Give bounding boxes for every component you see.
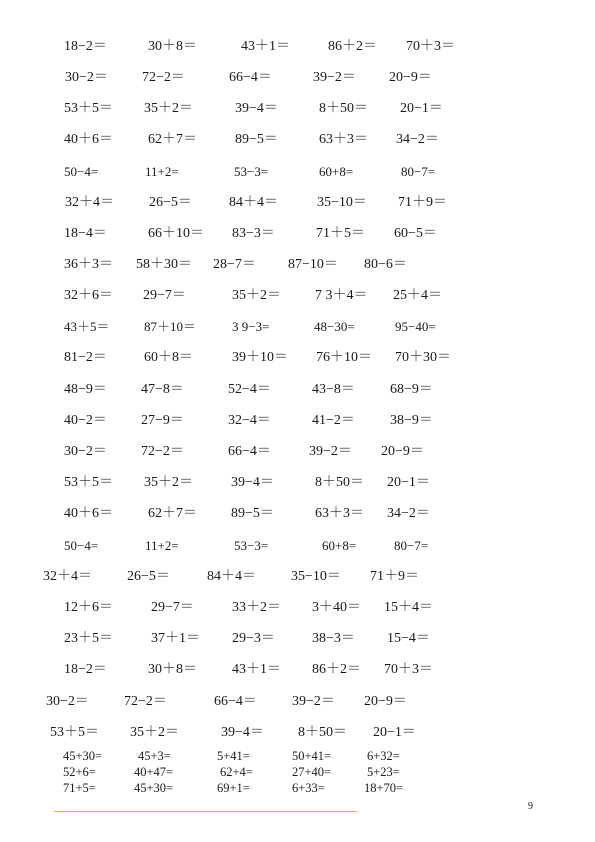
footer-line xyxy=(54,811,357,812)
math-problem: 53−3= xyxy=(234,164,269,179)
math-problem: 30＋8＝ xyxy=(148,662,197,677)
math-problem: 86＋2＝ xyxy=(328,39,377,54)
math-problem: 80−7= xyxy=(394,538,429,553)
problem-row xyxy=(0,130,595,150)
math-problem: 48−30= xyxy=(314,319,355,334)
math-problem: 30−2＝ xyxy=(65,70,108,85)
math-problem: 28−7＝ xyxy=(213,257,256,272)
math-problem: 25＋4＝ xyxy=(393,288,442,303)
math-problem: 71+5= xyxy=(63,781,96,795)
math-problem: 80−7= xyxy=(401,164,436,179)
math-problem: 26−5＝ xyxy=(149,195,192,210)
math-problem: 84＋4＝ xyxy=(229,195,278,210)
math-problem: 35＋2＝ xyxy=(144,475,193,490)
math-problem: 18−4＝ xyxy=(64,226,107,241)
problem-row xyxy=(0,504,595,524)
math-problem: 6+33= xyxy=(292,781,325,795)
problem-row xyxy=(0,348,595,368)
math-problem: 72−2＝ xyxy=(141,444,184,459)
math-problem: 53−3= xyxy=(234,538,269,553)
math-problem: 40＋6＝ xyxy=(64,506,113,521)
math-problem: 15−4＝ xyxy=(387,631,430,646)
math-problem: 8＋50＝ xyxy=(298,725,347,740)
math-problem: 23＋5＝ xyxy=(64,631,113,646)
math-problem: 66−4＝ xyxy=(228,444,271,459)
math-problem: 3 9−3= xyxy=(232,319,270,334)
problem-row xyxy=(0,99,595,119)
math-problem: 87−10＝ xyxy=(288,257,338,272)
math-problem: 47−8＝ xyxy=(141,382,184,397)
math-problem: 53＋5＝ xyxy=(50,725,99,740)
math-problem: 70＋30＝ xyxy=(395,350,451,365)
math-problem: 95−40= xyxy=(395,319,436,334)
math-problem: 18−2＝ xyxy=(64,662,107,677)
problem-row xyxy=(0,380,595,400)
math-problem: 69+1= xyxy=(217,781,250,795)
problem-row xyxy=(0,598,595,618)
math-problem: 7 3＋4＝ xyxy=(315,288,368,303)
math-problem: 66＋10＝ xyxy=(148,226,204,241)
math-problem: 32＋6＝ xyxy=(64,288,113,303)
math-problem: 60−5＝ xyxy=(394,226,437,241)
math-problem: 39−4＝ xyxy=(231,475,274,490)
math-problem: 29−7＝ xyxy=(151,600,194,615)
math-problem: 87＋10＝ xyxy=(144,319,197,334)
math-problem: 76＋10＝ xyxy=(316,350,372,365)
math-problem: 20−1＝ xyxy=(387,475,430,490)
math-problem: 43＋5＝ xyxy=(64,319,110,334)
math-problem: 20−9＝ xyxy=(364,694,407,709)
math-problem: 80−6＝ xyxy=(364,257,407,272)
math-problem: 32＋4＝ xyxy=(65,195,114,210)
math-problem: 60＋8＝ xyxy=(144,350,193,365)
math-problem: 70＋3＝ xyxy=(406,39,455,54)
math-problem: 39−2＝ xyxy=(313,70,356,85)
math-problem: 71＋5＝ xyxy=(316,226,365,241)
problem-row xyxy=(0,536,595,556)
math-problem: 45+30= xyxy=(63,749,103,763)
math-problem: 29−7＝ xyxy=(143,288,186,303)
problem-row xyxy=(0,317,595,337)
math-problem: 20−1＝ xyxy=(400,101,443,116)
math-problem: 34−2＝ xyxy=(387,506,430,521)
math-problem: 63＋3＝ xyxy=(315,506,364,521)
math-problem: 36＋3＝ xyxy=(64,257,113,272)
math-problem: 37＋1＝ xyxy=(151,631,200,646)
math-problem: 35−10＝ xyxy=(317,195,367,210)
math-problem: 86＋2＝ xyxy=(312,662,361,677)
math-problem: 48−9＝ xyxy=(64,382,107,397)
problem-row xyxy=(0,723,595,743)
math-problem: 35＋2＝ xyxy=(232,288,281,303)
math-problem: 89−5＝ xyxy=(231,506,274,521)
math-problem: 40+47= xyxy=(134,765,174,779)
math-problem: 66−4＝ xyxy=(229,70,272,85)
math-problem: 71＋9＝ xyxy=(370,569,419,584)
math-problem: 3＋40＝ xyxy=(312,600,361,615)
math-problem: 35＋2＝ xyxy=(130,725,179,740)
math-problem: 60+8= xyxy=(322,538,357,553)
math-problem: 11+2= xyxy=(145,164,179,179)
math-problem: 30−2＝ xyxy=(46,694,89,709)
math-problem: 52−4＝ xyxy=(228,382,271,397)
math-problem: 15＋4＝ xyxy=(384,600,433,615)
math-problem: 39−4＝ xyxy=(235,101,278,116)
math-problem: 70＋3＝ xyxy=(384,662,433,677)
problem-row xyxy=(0,660,595,680)
math-problem: 50−4= xyxy=(64,538,99,553)
math-problem: 40＋6＝ xyxy=(64,132,113,147)
math-problem: 38−3＝ xyxy=(312,631,355,646)
math-problem: 8＋50＝ xyxy=(319,101,368,116)
math-problem: 35＋2＝ xyxy=(144,101,193,116)
math-problem: 50+41= xyxy=(292,749,332,763)
problem-row xyxy=(0,68,595,88)
math-problem: 26−5＝ xyxy=(127,569,170,584)
problem-row xyxy=(0,442,595,462)
math-problem: 72−2＝ xyxy=(124,694,167,709)
math-problem: 89−5＝ xyxy=(235,132,278,147)
problem-row xyxy=(0,692,595,712)
math-problem: 18+70= xyxy=(364,781,404,795)
problem-row xyxy=(0,224,595,244)
math-problem: 52+6= xyxy=(63,765,96,779)
math-problem: 62＋7＝ xyxy=(148,132,197,147)
problem-row xyxy=(0,778,595,798)
math-problem: 50−4= xyxy=(64,164,99,179)
math-problem: 43＋1＝ xyxy=(232,662,281,677)
math-problem: 53＋5＝ xyxy=(64,475,113,490)
math-problem: 39−2＝ xyxy=(292,694,335,709)
problem-row xyxy=(0,473,595,493)
problem-row xyxy=(0,629,595,649)
math-problem: 27+40= xyxy=(292,765,332,779)
math-problem: 35−10＝ xyxy=(291,569,341,584)
math-problem: 39＋10＝ xyxy=(232,350,288,365)
math-problem: 53＋5＝ xyxy=(64,101,113,116)
math-problem: 71＋9＝ xyxy=(398,195,447,210)
math-problem: 81−2＝ xyxy=(64,350,107,365)
problem-row xyxy=(0,162,595,182)
problem-row xyxy=(0,567,595,587)
math-problem: 83−3＝ xyxy=(232,226,275,241)
problem-row xyxy=(0,37,595,57)
math-problem: 45+3= xyxy=(138,749,171,763)
math-problem: 43＋1＝ xyxy=(241,39,290,54)
math-problem: 32−4＝ xyxy=(228,413,271,428)
math-problem: 60+8= xyxy=(319,164,354,179)
math-problem: 39−2＝ xyxy=(309,444,352,459)
math-problem: 27−9＝ xyxy=(141,413,184,428)
math-problem: 18−2＝ xyxy=(64,39,107,54)
math-problem: 5+41= xyxy=(217,749,250,763)
math-problem: 66−4＝ xyxy=(214,694,257,709)
math-problem: 8＋50＝ xyxy=(315,475,364,490)
math-problem: 6+32= xyxy=(367,749,400,763)
math-problem: 62+4= xyxy=(220,765,253,779)
math-problem: 72−2＝ xyxy=(142,70,185,85)
math-problem: 20−1＝ xyxy=(373,725,416,740)
math-problem: 41−2＝ xyxy=(312,413,355,428)
math-problem: 32＋4＝ xyxy=(43,569,92,584)
math-problem: 20−9＝ xyxy=(389,70,432,85)
math-problem: 12＋6＝ xyxy=(64,600,113,615)
math-problem: 5+23= xyxy=(367,765,400,779)
math-problem: 34−2＝ xyxy=(396,132,439,147)
math-problem: 39−4＝ xyxy=(221,725,264,740)
problem-row xyxy=(0,193,595,213)
page-number: 9 xyxy=(528,801,533,812)
problem-row xyxy=(0,411,595,431)
math-problem: 11+2= xyxy=(145,538,179,553)
problem-row xyxy=(0,255,595,275)
math-problem: 20−9＝ xyxy=(381,444,424,459)
math-problem: 38−9＝ xyxy=(390,413,433,428)
math-problem: 30−2＝ xyxy=(64,444,107,459)
math-problem: 30＋8＝ xyxy=(148,39,197,54)
problem-row xyxy=(0,286,595,306)
math-problem: 29−3＝ xyxy=(232,631,275,646)
math-problem: 63＋3＝ xyxy=(319,132,368,147)
math-problem: 84＋4＝ xyxy=(207,569,256,584)
math-problem: 45+30= xyxy=(134,781,174,795)
math-problem: 58＋30＝ xyxy=(136,257,192,272)
math-problem: 62＋7＝ xyxy=(148,506,197,521)
math-problem: 68−9＝ xyxy=(390,382,433,397)
math-problem: 43−8＝ xyxy=(312,382,355,397)
math-problem: 33＋2＝ xyxy=(232,600,281,615)
math-problem: 40−2＝ xyxy=(64,413,107,428)
